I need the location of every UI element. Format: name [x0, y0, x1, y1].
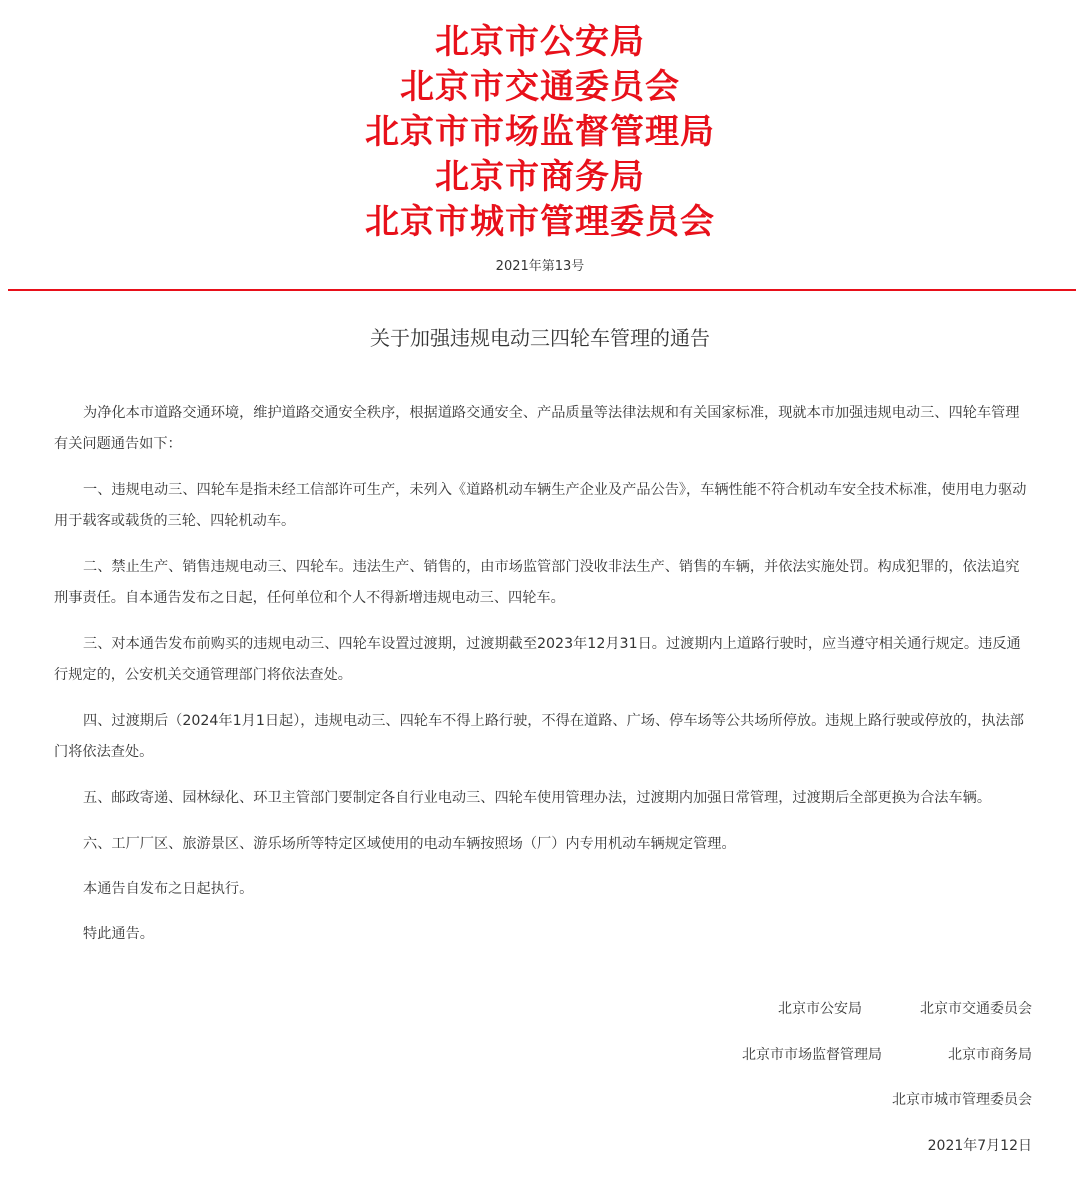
issuer-title: 北京市交通委员会	[400, 67, 680, 107]
issue-date: 2021年7月12日	[927, 1138, 1032, 1154]
issuer-title: 北京市城市管理委员会	[365, 202, 715, 242]
issuer-title: 北京市市场监督管理局	[365, 112, 715, 152]
signatory: 北京市市场监督管理局	[742, 1047, 882, 1063]
paragraph-closing: 特此通告。	[83, 926, 154, 942]
red-divider	[8, 289, 1076, 291]
document-number: 2021年第13号	[495, 259, 585, 274]
paragraph-article-3: 三、对本通告发布前购买的违规电动三、四轮车设置过渡期，过渡期截至2023年12月31日。过渡期内上道路行驶时，应当遵守相关通行规定。违反通行规定的，公安机关交通管理部门将依法查处。	[54, 636, 1021, 683]
signatory: 北京市交通委员会	[920, 1001, 1032, 1017]
signature-row	[892, 1090, 1032, 1110]
signatory: 北京市商务局	[948, 1047, 1032, 1063]
paragraph-article-1: 一、违规电动三、四轮车是指未经工信部许可生产，未列入《道路机动车辆生产企业及产品公告》，车辆性能不符合机动车安全技术标准，使用电力驱动用于载客或载货的三轮、四轮机动车。	[54, 482, 1027, 529]
paragraph-article-4: 四、过渡期后（2024年1月1日起），违规电动三、四轮车不得上路行驶，不得在道路、广场、停车场等公共场所停放。违规上路行驶或停放的，执法部门将依法查处。	[54, 713, 1024, 760]
signature-row	[682, 999, 1032, 1019]
signatory: 北京市城市管理委员会	[892, 1092, 1032, 1108]
signatory: 北京市公安局	[778, 1001, 862, 1017]
paragraph-article-2: 二、禁止生产、销售违规电动三、四轮车。违法生产、销售的，由市场监管部门没收非法生产、销售的车辆，并依法实施处罚。构成犯罪的，依法追究刑事责任。自本通告发布之日起，任何单位和个人不得新增违规电动三、四轮车。	[54, 559, 1020, 606]
issuer-title: 北京市公安局	[435, 22, 645, 62]
notice-body	[54, 398, 1028, 964]
paragraph-effective: 本通告自发布之日起执行。	[83, 881, 254, 897]
notice-title: 关于加强违规电动三四轮车管理的通告	[370, 326, 710, 350]
paragraph-article-5: 五、邮政寄递、园林绿化、环卫主管部门要制定各自行业电动三、四轮车使用管理办法，过渡期内加强日常管理，过渡期后全部更换为合法车辆。	[83, 790, 992, 806]
paragraph-article-6: 六、工厂厂区、旅游景区、游乐场所等特定区域使用的电动车辆按照场（厂）内专用机动车辆规定管理。	[83, 836, 736, 852]
issuer-header	[0, 20, 1080, 245]
paragraph-preamble: 为净化本市道路交通环境，维护道路交通安全秩序，根据道路交通安全、产品质量等法律法规和有关国家标准，现就本市加强违规电动三、四轮车管理有关问题通告如下：	[54, 405, 1020, 452]
signature-row	[682, 1045, 1032, 1065]
issuer-title: 北京市商务局	[435, 157, 645, 197]
